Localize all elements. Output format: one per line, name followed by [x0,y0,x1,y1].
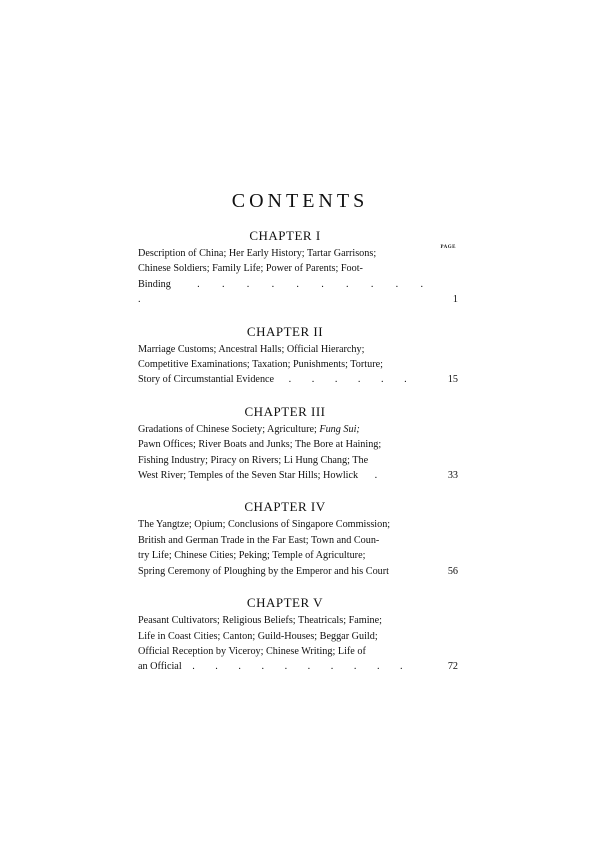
summary-line: Description of China; Her Early History; Tartar Garrisons; [138,248,377,259]
summary-line: Marriage Customs; Ancestral Halls; Official Hierarchy; [138,343,365,355]
chapter-heading: CHAPTER II [246,323,324,339]
page-number: 15 [447,374,458,386]
summary-line: Gradations of Chinese Society; Agriculture; Fung Sui; [138,423,360,435]
chapter-1 [138,228,458,308]
chapter-entry[interactable] [138,517,458,579]
chapter-heading: CHAPTER IV [244,499,326,515]
page-column-label: PAGE [440,245,456,250]
page-number: 72 [447,661,458,673]
summary-line: Spring Ceremony of Ploughing by the Emperor and his Court [138,565,389,577]
summary-line: Chinese Soldiers; Family Life; Power of Parents; Foot- [138,263,363,275]
chapter-heading: CHAPTER V [246,595,324,611]
chapter-5 [138,595,458,675]
chapter-summary [138,517,432,579]
summary-line: British and German Trade in the Far East; Town and Coun- [138,534,380,546]
summary-line: an Official [138,661,182,673]
table-of-contents [138,228,458,675]
summary-line: Fishing Industry; Piracy on Rivers; Li Hung Chang; The [138,454,369,466]
chapter-4 [138,499,458,579]
summary-line: West River; Temples of the Seven Star Hills; Howlick [138,470,359,482]
page-number: 33 [447,470,458,482]
chapter-summary [138,342,432,388]
chapter-entry[interactable] [138,342,458,388]
chapter-summary [138,422,432,484]
summary-line: Story of Circumstantial Evidence [138,374,275,386]
page-number: 56 [447,565,458,577]
chapter-entry[interactable] [138,246,458,308]
dot-leader: . . . . . . . . . . . [138,278,433,306]
chapter-heading: CHAPTER III [244,403,326,419]
page-number: 1 [452,294,458,306]
chapter-summary [138,246,432,308]
summary-line: Pawn Offices; River Boats and Junks; The Bore at Haining; [138,439,382,451]
chapter-entry[interactable] [138,422,458,484]
chapter-3 [138,404,458,484]
italic-term: Fung Sui; [319,423,360,435]
chapter-summary [138,613,432,675]
page-title: CONTENTS [231,190,369,212]
summary-line: Competitive Examinations; Taxation; Punishments; Torture; [138,359,383,371]
dot-leader: . [374,470,387,482]
summary-line: Binding [138,278,171,290]
summary-line: try Life; Chinese Cities; Peking; Temple of Agriculture; [138,550,366,562]
summary-line: Official Reception by Viceroy; Chinese Writing; Life of [138,645,366,657]
dot-leader: . . . . . . . . . . [192,661,412,673]
chapter-entry[interactable] [138,613,458,675]
summary-line: The Yangtze; Opium; Conclusions of Singapore Commission; [138,519,391,531]
dot-leader: . . . . . . [288,374,416,386]
chapter-heading: CHAPTER I [249,228,321,243]
summary-line: Peasant Cultivators; Religious Beliefs; Theatricals; Famine; [138,615,382,627]
summary-line: Life in Coast Cities; Canton; Guild-Houses; Beggar Guild; [138,630,378,642]
chapter-2 [138,324,458,388]
